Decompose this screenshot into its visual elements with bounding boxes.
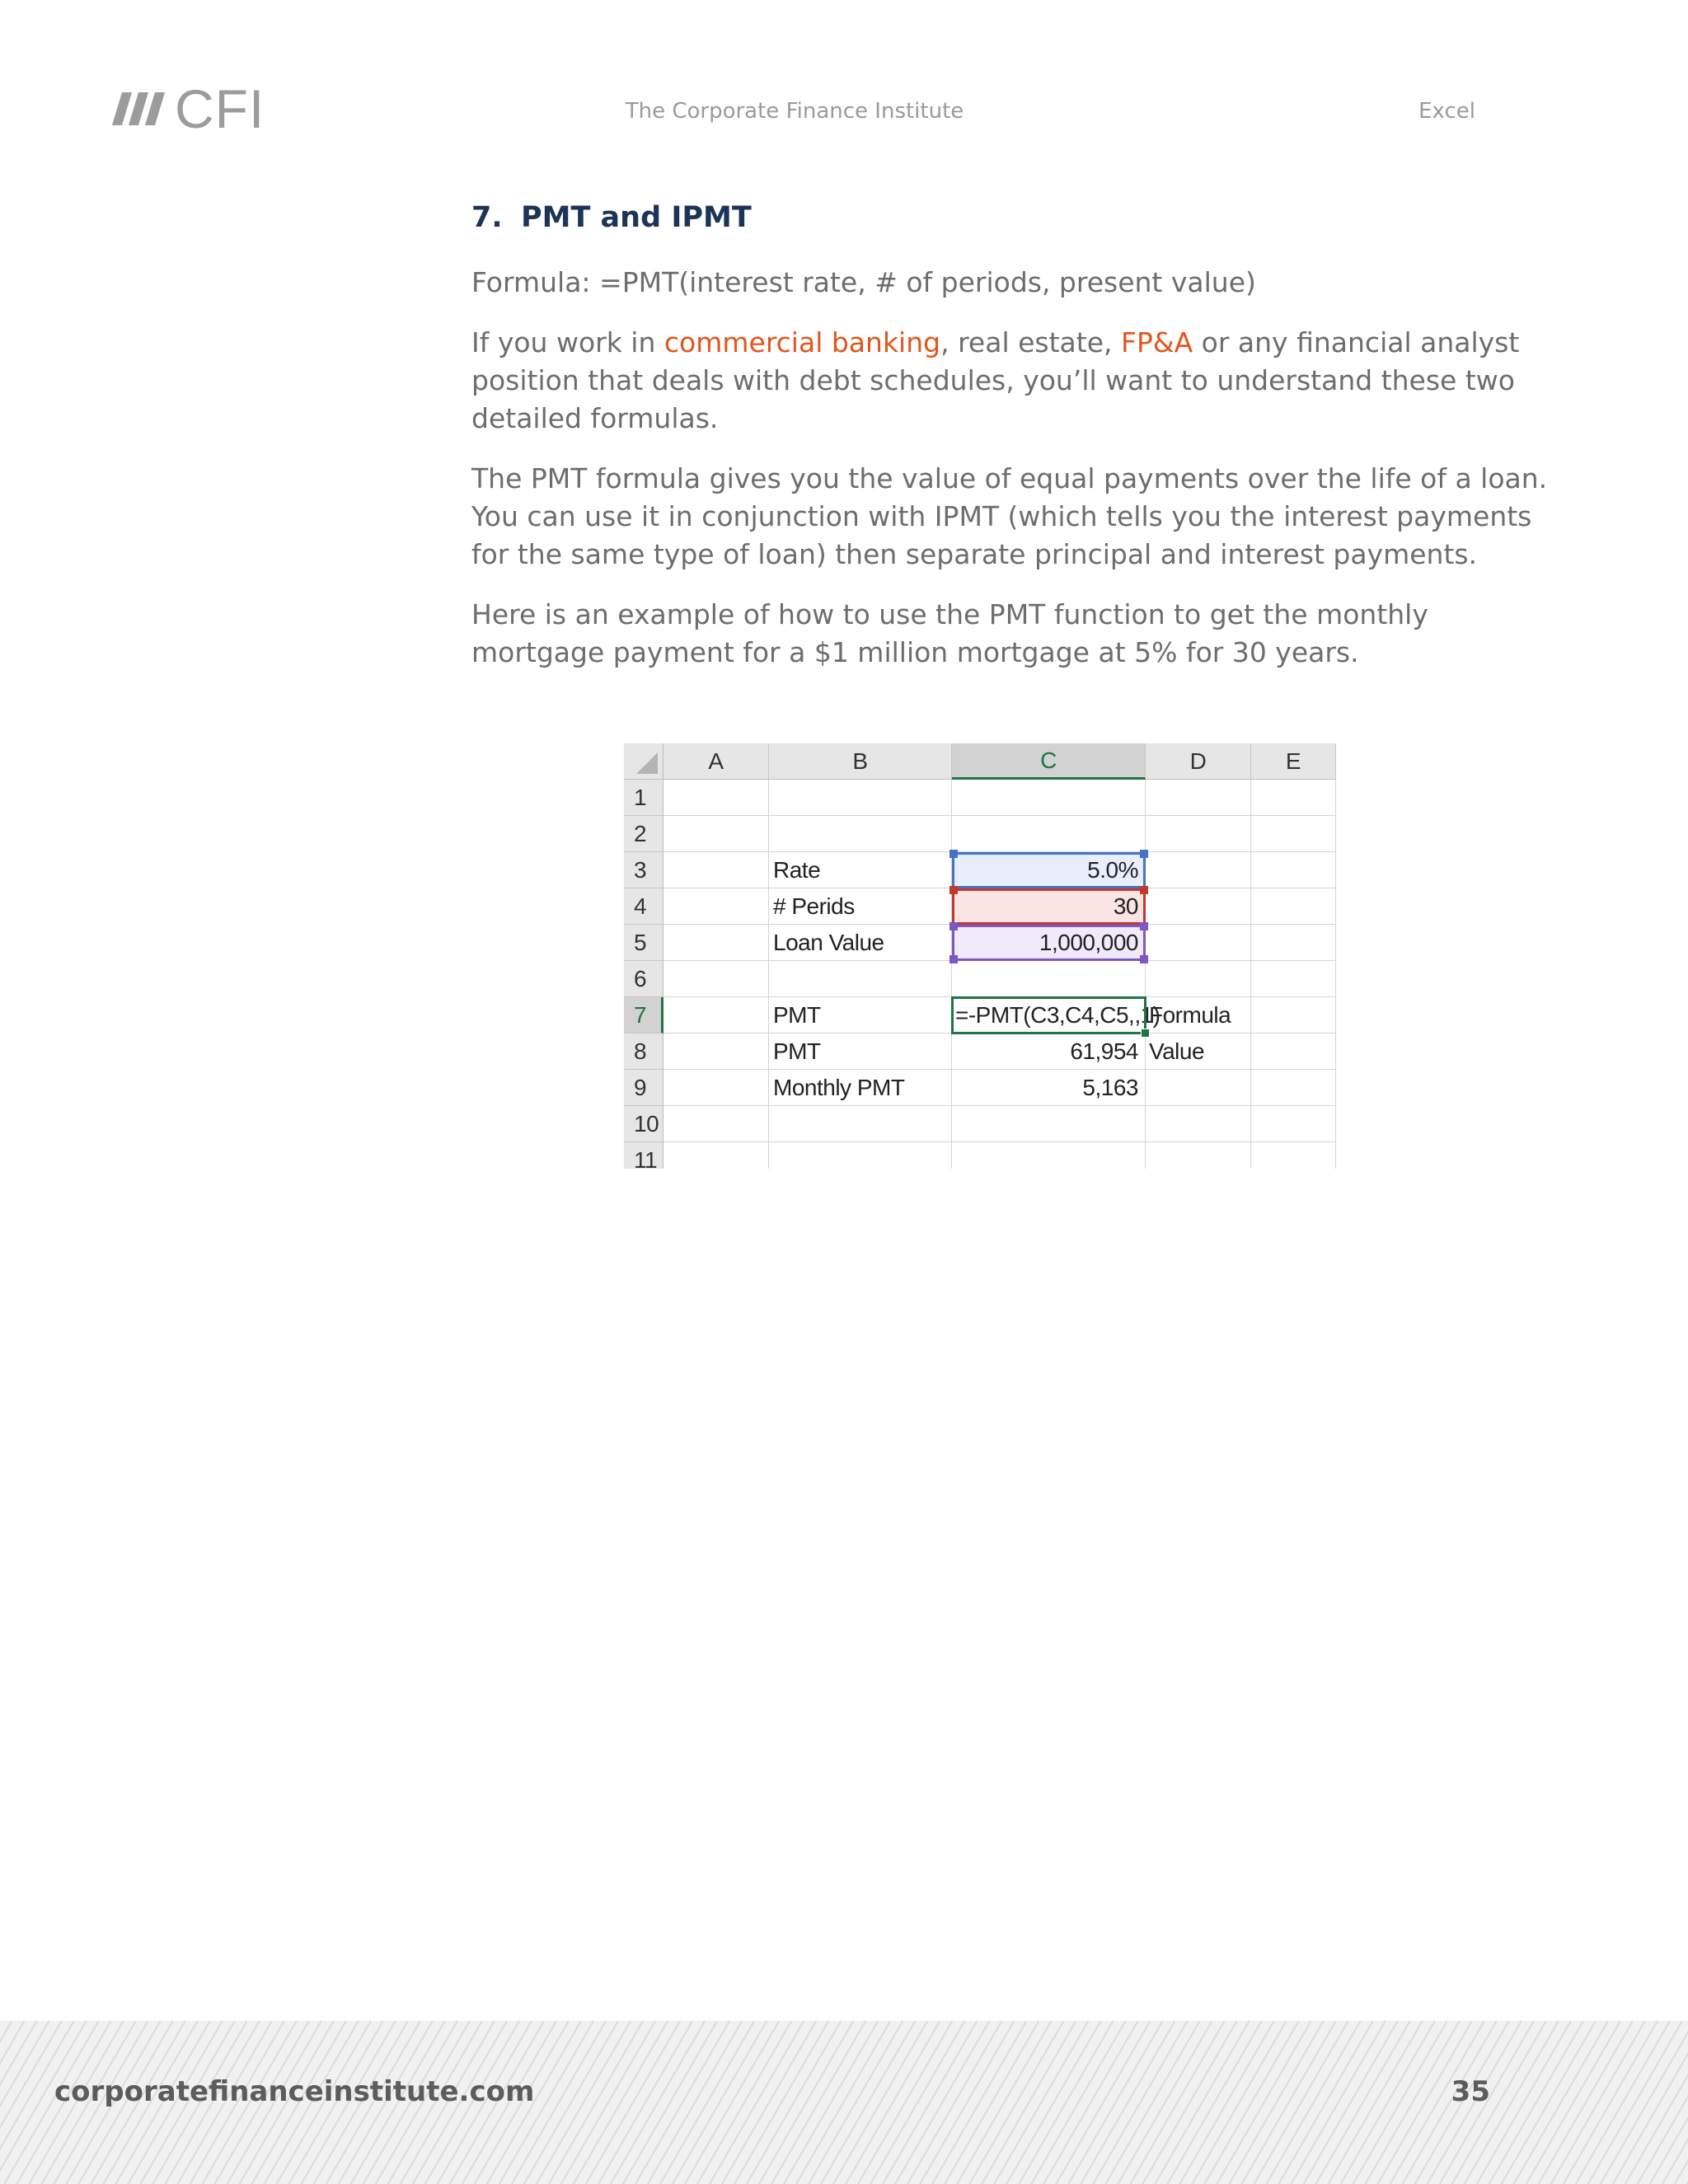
cell-b10[interactable] bbox=[769, 1106, 952, 1142]
cell-b11[interactable] bbox=[769, 1142, 952, 1169]
cell-b5[interactable]: Loan Value bbox=[769, 925, 952, 961]
column-header-c[interactable]: C bbox=[952, 743, 1146, 780]
column-header-row bbox=[624, 743, 1336, 780]
cell-e1[interactable] bbox=[1251, 780, 1336, 816]
cell-c5[interactable]: 1,000,000 bbox=[952, 925, 1146, 961]
row-header-active[interactable]: 7 bbox=[624, 997, 663, 1033]
cell-b7[interactable]: PMT bbox=[769, 997, 952, 1033]
formula-line: Formula: =PMT(interest rate, # of periods, present value) bbox=[471, 266, 1256, 298]
cell-e8[interactable] bbox=[1251, 1033, 1336, 1070]
cell-e7[interactable] bbox=[1251, 997, 1336, 1033]
row-header[interactable]: 1 bbox=[624, 780, 663, 816]
cell-e10[interactable] bbox=[1251, 1106, 1336, 1142]
cell-a4[interactable] bbox=[663, 888, 769, 925]
cell-a10[interactable] bbox=[663, 1106, 769, 1142]
sheet-row bbox=[624, 780, 1336, 816]
column-header-a[interactable]: A bbox=[663, 743, 769, 780]
section-number: 7. bbox=[471, 201, 503, 234]
sheet-row bbox=[624, 1070, 1336, 1106]
cell-a2[interactable] bbox=[663, 816, 769, 852]
cell-c7-formula[interactable]: =-PMT(C3,C4,C5,,1) bbox=[952, 997, 1146, 1033]
cell-b3[interactable]: Rate bbox=[769, 852, 952, 888]
cell-b2[interactable] bbox=[769, 816, 952, 852]
sheet-row bbox=[624, 925, 1336, 961]
select-all-triangle-icon bbox=[636, 752, 658, 774]
cell-b6[interactable] bbox=[769, 961, 952, 997]
sheet-row bbox=[624, 961, 1336, 997]
commercial-banking-link[interactable]: commercial banking bbox=[663, 326, 941, 359]
cell-d10[interactable] bbox=[1146, 1106, 1251, 1142]
cell-c10[interactable] bbox=[952, 1106, 1146, 1142]
sheet-row bbox=[624, 888, 1336, 925]
cell-c6[interactable] bbox=[952, 961, 1146, 997]
text-run: , real estate, bbox=[940, 326, 1121, 359]
cell-a6[interactable] bbox=[663, 961, 769, 997]
cell-a7[interactable] bbox=[663, 997, 769, 1033]
select-all-corner[interactable] bbox=[624, 743, 663, 780]
paragraph-pmt-description: The PMT formula gives you the value of equal payments over the life of a loan. You can use it in conjunction with IPMT (which tells you the interest payments for the same type of loan) then separate principal and interest payments. bbox=[471, 462, 1548, 570]
cfi-logo-icon bbox=[112, 87, 171, 130]
cell-a8[interactable] bbox=[663, 1033, 769, 1070]
cell-e3[interactable] bbox=[1251, 852, 1336, 888]
cell-e11[interactable] bbox=[1251, 1142, 1336, 1169]
cell-e6[interactable] bbox=[1251, 961, 1336, 997]
cell-e4[interactable] bbox=[1251, 888, 1336, 925]
active-cell-outline bbox=[951, 996, 1146, 1034]
row-header[interactable]: 5 bbox=[624, 925, 663, 961]
cell-e9[interactable] bbox=[1251, 1070, 1336, 1106]
excel-screenshot bbox=[624, 743, 1336, 1169]
row-header[interactable]: 3 bbox=[624, 852, 663, 888]
text-run: If you work in bbox=[471, 326, 664, 359]
page-number: 35 bbox=[1451, 2075, 1490, 2108]
row-header[interactable]: 8 bbox=[624, 1033, 663, 1070]
row-header[interactable]: 10 bbox=[624, 1106, 663, 1142]
fill-handle[interactable] bbox=[1141, 1029, 1150, 1038]
main-content bbox=[471, 196, 1559, 694]
cell-d6[interactable] bbox=[1146, 961, 1251, 997]
logo-text: CFI bbox=[175, 78, 265, 139]
sheet-row bbox=[624, 1106, 1336, 1142]
cell-c4[interactable]: 30 bbox=[952, 888, 1146, 925]
sheet-row bbox=[624, 1033, 1336, 1070]
paragraph-intro bbox=[471, 324, 1559, 438]
cell-d1[interactable] bbox=[1146, 780, 1251, 816]
sheet-row bbox=[624, 816, 1336, 852]
footer-website[interactable]: corporatefinanceinstitute.com bbox=[54, 2075, 535, 2108]
section-heading bbox=[471, 196, 1559, 239]
cell-d9[interactable] bbox=[1146, 1070, 1251, 1106]
cell-b8[interactable]: PMT bbox=[769, 1033, 952, 1070]
paragraph-example: Here is an example of how to use the PMT function to get the monthly mortgage payment for a $1 million mortgage at 5% for 30 years. bbox=[471, 598, 1428, 668]
cell-e2[interactable] bbox=[1251, 816, 1336, 852]
text-run: or any financial analyst position that deals with debt schedules, you’ll want to understand these two detailed formulas. bbox=[471, 326, 1520, 434]
cell-b1[interactable] bbox=[769, 780, 952, 816]
row-header[interactable]: 11 bbox=[624, 1142, 663, 1169]
cell-d2[interactable] bbox=[1146, 816, 1251, 852]
cell-a11[interactable] bbox=[663, 1142, 769, 1169]
header-section-label: Excel bbox=[1418, 99, 1475, 124]
cell-d3[interactable] bbox=[1146, 852, 1251, 888]
header-title: The Corporate Finance Institute bbox=[625, 99, 964, 124]
cell-d11[interactable] bbox=[1146, 1142, 1251, 1169]
row-header[interactable]: 4 bbox=[624, 888, 663, 925]
cell-c8[interactable]: 61,954 bbox=[952, 1033, 1146, 1070]
cell-b4[interactable]: # Perids bbox=[769, 888, 952, 925]
row-header[interactable]: 2 bbox=[624, 816, 663, 852]
cell-c3[interactable]: 5.0% bbox=[952, 852, 1146, 888]
cell-c2[interactable] bbox=[952, 816, 1146, 852]
section-title: PMT and IPMT bbox=[521, 201, 752, 234]
cell-b9[interactable]: Monthly PMT bbox=[769, 1070, 952, 1106]
cell-c9[interactable]: 5,163 bbox=[952, 1070, 1146, 1106]
cfi-logo bbox=[112, 78, 265, 139]
fpa-link[interactable]: FP&A bbox=[1120, 326, 1193, 359]
cell-d7[interactable]: Formula bbox=[1146, 997, 1251, 1033]
cell-d4[interactable] bbox=[1146, 888, 1251, 925]
row-header[interactable]: 9 bbox=[624, 1070, 663, 1106]
sheet-row bbox=[624, 852, 1336, 888]
cell-e5[interactable] bbox=[1251, 925, 1336, 961]
cell-c1[interactable] bbox=[952, 780, 1146, 816]
cell-d8[interactable]: Value bbox=[1146, 1033, 1251, 1070]
cell-a9[interactable] bbox=[663, 1070, 769, 1106]
cell-a3[interactable] bbox=[663, 852, 769, 888]
sheet-row bbox=[624, 1142, 1336, 1169]
cell-a1[interactable] bbox=[663, 780, 769, 816]
cell-d5[interactable] bbox=[1146, 925, 1251, 961]
row-header[interactable]: 6 bbox=[624, 961, 663, 997]
cell-c11[interactable] bbox=[952, 1142, 1146, 1169]
column-header-d[interactable]: D bbox=[1146, 743, 1251, 780]
column-header-b[interactable]: B bbox=[769, 743, 952, 780]
cell-a5[interactable] bbox=[663, 925, 769, 961]
column-header-e[interactable]: E bbox=[1251, 743, 1336, 780]
